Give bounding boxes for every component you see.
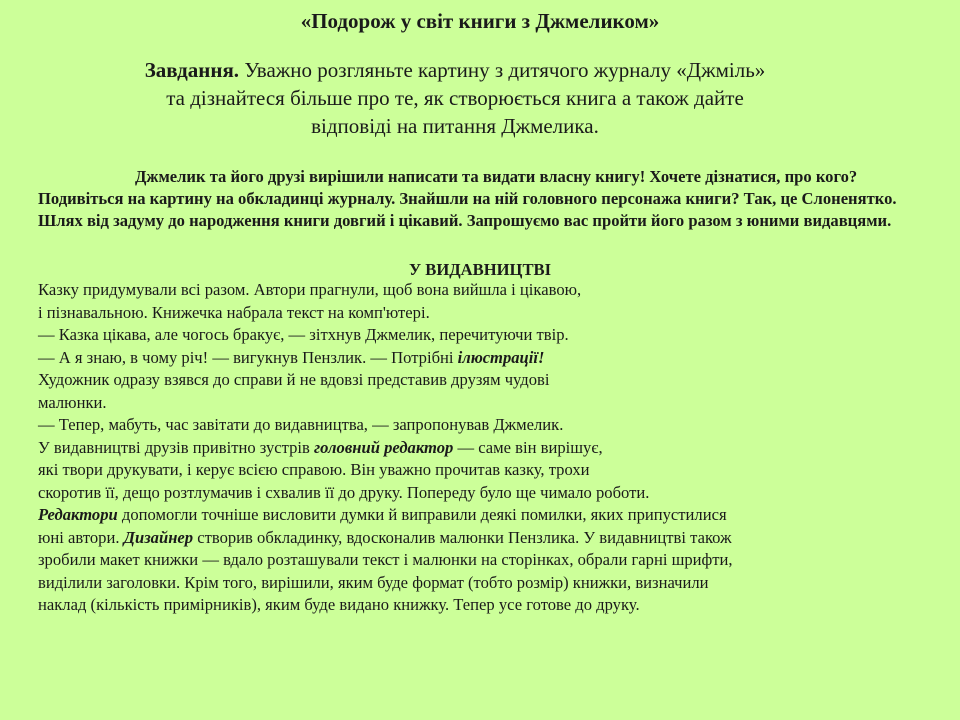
story-line: наклад (кількість примірників), яким буде видано книжку. Тепер усе готове до друку.	[38, 595, 640, 614]
story-line: і пізнавальною. Книжечка набрала текст на комп'ютері.	[38, 302, 430, 322]
story-line: які твори друкувати, і керує всією справою. Він уважно прочитав казку, трохи	[38, 460, 590, 479]
story-line: виділили заголовки. Крім того, вирішили, яким буде формат (тобто розмір) книжки, визначили	[38, 572, 709, 592]
story-text-part: юні автори.	[38, 527, 124, 547]
story-line: Казку придумували всі разом. Автори прагнули, щоб вона вийшла і цікавою,	[38, 280, 582, 299]
story-line	[38, 527, 948, 550]
emphasis-chief-editor: головний редактор	[314, 437, 454, 457]
story-line	[38, 347, 948, 370]
task-label: Завдання.	[144, 58, 240, 82]
story-text-part: У видавництві друзів привітно зустрів	[38, 437, 315, 457]
story-line: Художник одразу взявся до справи й не вдовзі представив друзям чудові	[38, 370, 550, 389]
task-line-3: відповіді на питання Джмелика.	[311, 114, 599, 138]
story-text-part: створив обкладинку, вдосконалив малюнки Пензлика. У видавництві також	[193, 527, 732, 547]
emphasis-designer: Дизайнер	[123, 527, 194, 547]
story-line	[38, 437, 948, 460]
emphasis-editors: Редактори	[38, 505, 118, 524]
story-text	[38, 279, 948, 617]
story-text-part: — А я знаю, в чому річ! — вигукнув Пензлик. — Потрібні	[38, 347, 458, 367]
page-title: «Подорож у світ книги з Джмеликом»	[300, 9, 660, 33]
story-line: — Казка цікава, але чогось бракує, — зітхнув Джмелик, перечитуючи твір.	[38, 325, 569, 344]
task-block	[20, 56, 890, 140]
story-text-part: — саме він вирішує,	[453, 437, 603, 457]
section-heading: У ВИДАВНИЦТВІ	[408, 260, 552, 279]
task-line-2: та дізнайтеся більше про те, як створюється книга а також дайте	[166, 86, 744, 110]
story-line: скоротив її, дещо розтлумачив і схвалив її до друку. Попереду було ще чимало роботи.	[38, 482, 650, 502]
intro-paragraph: Джмелик та його друзі вирішили написати та видати власну книгу! Хочете дізнатися, про кого? Подивіться на картину на обкладинці журналу. Знайшли на ній головного персонажа книги? Так, це Слоненятко. Шлях від задуму до народження книги довгий і цікавий. Запрошуємо вас пройти його разом з юними видавцями.	[38, 167, 897, 230]
task-line-1	[20, 56, 890, 84]
story-line: зробили макет книжки — вдало розташували текст і малюнки на сторінках, обрали гарні шрифти,	[38, 550, 733, 569]
story-line	[38, 504, 948, 527]
story-line: — Тепер, мабуть, час завітати до видавництва, — запропонував Джмелик.	[38, 415, 564, 434]
emphasis-illustrations: ілюстрації!	[457, 347, 545, 367]
story-line: малюнки.	[38, 392, 107, 412]
story-text-part: допомогли точніше висловити думки й виправили деякі помилки, яких припустилися	[117, 505, 727, 524]
task-text-1: Уважно розгляньте картину з дитячого журналу «Джміль»	[239, 58, 766, 82]
